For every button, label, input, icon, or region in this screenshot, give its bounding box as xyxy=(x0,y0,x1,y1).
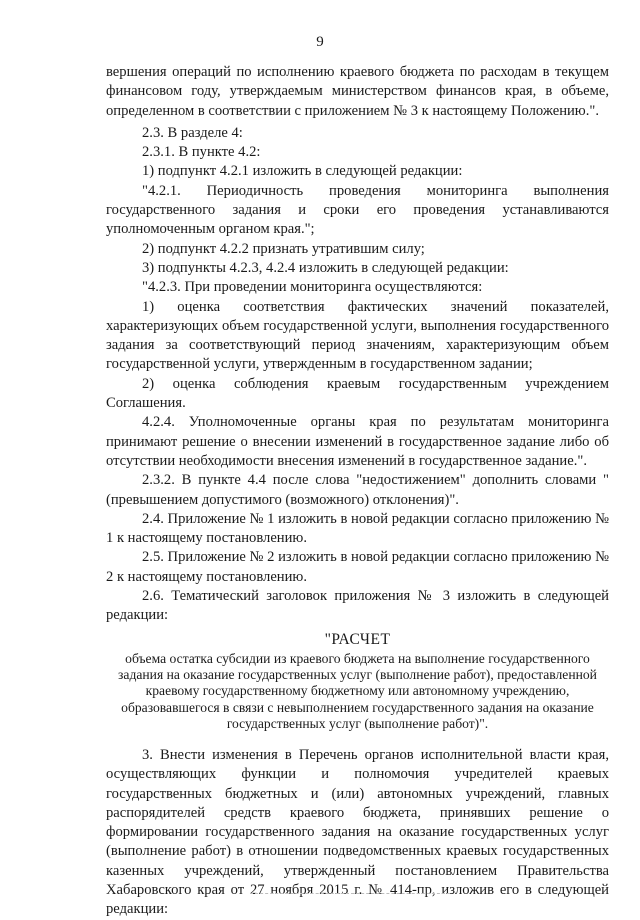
paragraph: 3) подпункты 4.2.3, 4.2.4 изложить в следующей редакции: xyxy=(142,259,509,276)
paragraph: "4.2.1. Периодичность проведения мониторинга выполнения государственного задания и сроки его проведения устанавливаются уполномоченным органом края."; xyxy=(106,182,609,238)
document-body xyxy=(106,63,609,920)
paragraph: 2) подпункт 4.2.2 признать утратившим силу; xyxy=(142,240,425,257)
paragraph: 2.6. Тематический заголовок приложения № 3 изложить в следующей редакции: xyxy=(106,588,609,624)
paragraph: 2.4. Приложение № 1 изложить в новой редакции согласно приложению № 1 к настоящему постановлению. xyxy=(106,510,609,547)
closing-paragraph: 3. Внести изменения в Перечень органов исполнительной власти края, осуществляющих функции и полномочия учредителей краевых государственных бюджетных и (или) автономных учреждений, главных распорядителей средств краевого бюджета, принявших решение о формировании государственного задания на оказание государственных услуг (выполнение работ) в отношении подведомственных краевых государственных казенных учреждений, утвержденный постановлением Правительства Хабаровского края от 27 ноября 2015 г. № 414-пр, изложив его в следующей редакции: xyxy=(106,746,609,918)
paragraph: "4.2.3. При проведении мониторинга осуществляются: xyxy=(142,279,483,296)
paragraph: 1) оценка соответствия фактических значений показателей, характеризующих объем государственной услуги, выполнения государственного задания за соответствующий период значениям, характеризующим объем государственной услуги, утвержденным в государственном задании; xyxy=(106,298,609,373)
footer-divider xyxy=(250,893,450,895)
section-title: "РАСЧЕТ xyxy=(324,630,391,648)
paragraph: 2.3.1. В пункте 4.2: xyxy=(142,144,261,161)
paragraph: 4.2.4. Уполномоченные органы края по результатам мониторинга принимают решение о внесении изменений в государственное задание либо об отсутствии необходимости внесения изменений в государственное задание.". xyxy=(106,414,609,469)
paragraph: вершения операций по исполнению краевого бюджета по расходам в текущем финансовом году, утверждаемым министерством финансов края, в объеме, определенном в соответствии с приложением № 3 к настоящему Положению.". xyxy=(106,64,609,119)
page-number: 9 xyxy=(316,34,324,50)
paragraph: 2) оценка соблюдения краевым государственным учреждением Соглашения. xyxy=(106,375,609,412)
paragraph: 1) подпункт 4.2.1 изложить в следующей редакции: xyxy=(142,163,463,180)
paragraph: 2.3.2. В пункте 4.4 после слова "недостижением" дополнить словами "(превышением допустимого (возможного) отклонения)". xyxy=(106,472,609,508)
section-subtitle: объема остатка субсидии из краевого бюджета на выполнение государственного задания на оказание государственных услуг (выполнение работ), предоставленной краевому государственному бюджетному или автономному учреждению, образовавшегося в связи с невыполнением государственного задания на оказание государственных услуг (выполнение работ)". xyxy=(118,650,597,731)
paragraph: 2.3. В разделе 4: xyxy=(142,124,243,141)
paragraph: 2.5. Приложение № 2 изложить в новой редакции согласно приложению № 2 к настоящему постановлению. xyxy=(106,549,609,585)
